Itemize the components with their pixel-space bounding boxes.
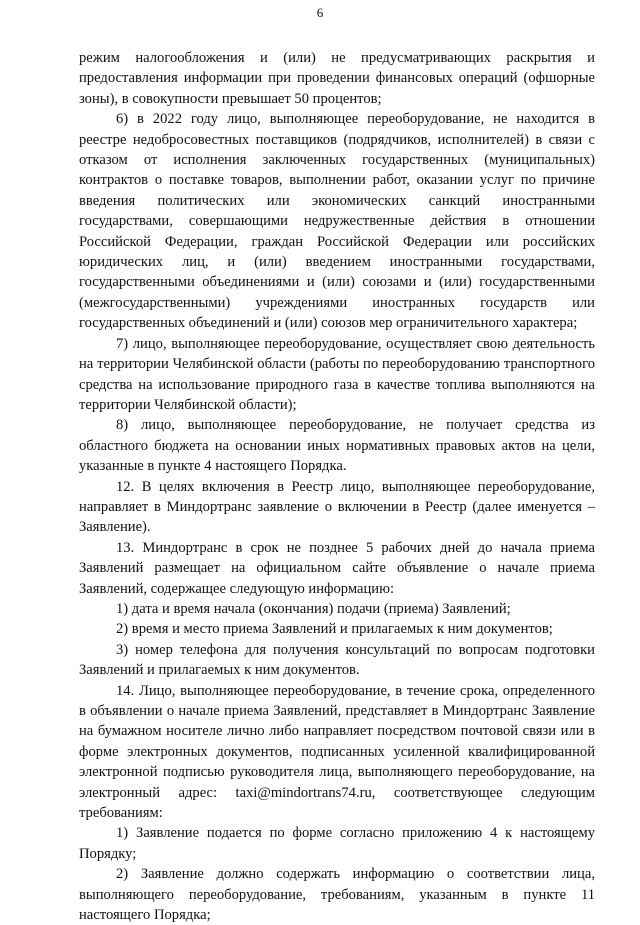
paragraph-item-7: 7) лицо, выполняющее переоборудование, осуществляет свою деятельность на территории Челябинской области (работы по переоборудованию транспортного средства на использование природного газа в качестве топлива выполняются на территории Челябинской области); [79,335,595,413]
paragraph-continuation: режим налогообложения и (или) не предусматривающих раскрытия и предоставления информации при проведении финансовых операций (офшорные зоны), в совокупности превышает 50 процентов; [79,50,595,107]
paragraph-14-item-2: 2) Заявление должно содержать информацию о соответствии лица, выполняющего переоборудование, требованиям, указанным в пункте 11 настоящего Порядка; [79,866,595,924]
page-number: 6 [316,5,324,20]
paragraph-section-14: 14. Лицо, выполняющее переоборудование, в течение срока, определенного в объявлении о начале приема Заявлений, представляет в Миндортранс Заявление на бумажном носителе лично либо направляет посредством почтовой связи или в форме электронных документов, подписанных усиленной квалифицированной электронной подписью руководителя лица, выполняющего переоборудование, на электронный адрес: taxi@mindortrans74.ru, соответствующее следующим требованиям: [79,682,595,822]
paragraph-13-item-1: 1) дата и время начала (окончания) подачи (приема) Заявлений; [116,600,511,617]
paragraph-13-item-2: 2) время и место приема Заявлений и прилагаемых к ним документов; [116,621,553,638]
document-body [79,48,595,925]
paragraph-item-6: 6) в 2022 году лицо, выполняющее переоборудование, не находится в реестре недобросовестных поставщиков (подрядчиков, исполнителей) в связи с отказом от исполнения заключенных государственных (муниципальных) контрактов о поставке товаров, выполнении работ, оказании услуг по причине введения политических или экономических санкций иностранными государствами, совершающими недружественные действия в отношении Российской Федерации, граждан Российской Федерации или российских юридических лиц, и (или) введением иностранными государствами, государственными объединениями и (или) союзами и (или) государственными (межгосударственными) учреждениями иностранных государств или государственных объединений и (или) союзов мер ограничительного характера; [79,111,595,332]
paragraph-item-8: 8) лицо, выполняющее переоборудование, не получает средства из областного бюджета на основании иных нормативных правовых актов на цели, указанные в пункте 4 настоящего Порядка. [79,417,595,475]
paragraph-section-13: 13. Миндортранс в срок не позднее 5 рабочих дней до начала приема Заявлений размещает на официальном сайте объявление о начале приема Заявлений, содержащее следующую информацию: [79,539,595,597]
paragraph-section-12: 12. В целях включения в Реестр лицо, выполняющее переоборудование, направляет в Миндортранс заявление о включении в Реестр (далее именуется – Заявление). [79,478,595,536]
paragraph-14-item-1: 1) Заявление подается по форме согласно приложению 4 к настоящему Порядку; [79,825,595,862]
paragraph-13-item-3: 3) номер телефона для получения консультаций по вопросам подготовки Заявлений и прилагаемых к ним документов. [79,641,595,679]
